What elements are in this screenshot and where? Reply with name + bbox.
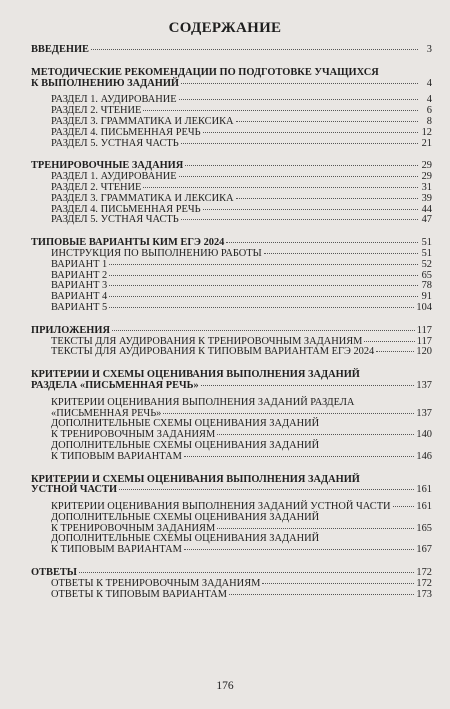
dot-leader [203, 209, 418, 210]
toc-section [31, 326, 432, 358]
toc-entry-title: К ТИПОВЫМ ВАРИАНТАМ [51, 450, 182, 462]
section-gap [31, 556, 432, 568]
toc-section [31, 45, 432, 56]
toc-entry-title: ВВЕДЕНИЕ [31, 44, 89, 55]
toc-page-number: 120 [416, 346, 432, 358]
toc-page-number: 161 [416, 484, 432, 496]
toc-section [31, 238, 432, 314]
toc-entry-title: К ВЫПОЛНЕНИЮ ЗАДАНИЙ [31, 77, 180, 89]
dot-leader [181, 219, 418, 220]
toc-entry-title: ДОПОЛНИТЕЛЬНЫЕ СХЕМЫ ОЦЕНИВАНИЯ ЗАДАНИЙ [51, 418, 320, 430]
toc-entry-title: РАЗДЕЛ 2. ЧТЕНИЕ [51, 181, 142, 193]
toc-entry-title: ВАРИАНТ 3 [51, 280, 108, 292]
page-number: 176 [216, 680, 234, 692]
toc-entry-title: РАЗДЕЛ 2. ЧТЕНИЕ [51, 105, 142, 117]
toc-page-number: 117 [416, 335, 432, 347]
section-gap [31, 56, 432, 68]
table-of-contents [31, 45, 432, 600]
toc-entry-title: К ТРЕНИРОВОЧНЫМ ЗАДАНИЯМ [51, 522, 216, 534]
dot-leader [79, 572, 414, 573]
dot-leader [179, 99, 418, 100]
toc-entry-title: РАЗДЕЛ 4. ПИСЬМЕННАЯ РЕЧЬ [51, 203, 201, 215]
toc-entry-title: РАЗДЕЛ 3. ГРАММАТИКА И ЛЕКСИКА [51, 115, 234, 127]
toc-page-number: 172 [416, 577, 432, 589]
dot-leader [229, 594, 414, 595]
dot-leader [109, 285, 418, 286]
toc-entry-title: К ТРЕНИРОВОЧНЫМ ЗАДАНИЯМ [51, 429, 216, 441]
toc-entry-row[interactable] [31, 452, 432, 463]
toc-entry-title: ВАРИАНТ 4 [51, 291, 108, 303]
toc-page-number: 6 [426, 105, 432, 117]
toc-entry-title: РАЗДЕЛ 1. АУДИРОВАНИЕ [51, 94, 177, 106]
toc-heading-row[interactable] [31, 485, 432, 496]
toc-page-number: 4 [426, 94, 432, 106]
toc-entry-title: К ТИПОВЫМ ВАРИАНТАМ [51, 544, 182, 556]
dot-leader [236, 121, 418, 122]
toc-entry-title: РАЗДЕЛ 5. УСТНАЯ ЧАСТЬ [51, 214, 179, 226]
toc-entry-title: ТЕКСТЫ ДЛЯ АУДИРОВАНИЯ К ТРЕНИРОВОЧНЫМ ЗАДАНИЯМ [51, 335, 363, 347]
toc-page-number: 47 [421, 214, 432, 226]
dot-leader [184, 456, 415, 457]
toc-page-number: 29 [421, 171, 432, 183]
dot-leader [226, 242, 418, 243]
toc-entry-row[interactable] [31, 194, 432, 205]
dot-leader [163, 413, 414, 414]
toc-page-number: 146 [416, 450, 432, 462]
dot-leader [91, 49, 418, 50]
toc-entry-title: ОТВЕТЫ [31, 567, 78, 579]
dot-leader [109, 264, 418, 265]
toc-entry-row[interactable] [31, 545, 432, 556]
toc-page-number: 65 [421, 269, 432, 281]
toc-page-number: 44 [421, 203, 432, 215]
toc-entry-row[interactable] [31, 139, 432, 150]
toc-page-number: 137 [416, 379, 432, 391]
toc-entry-row[interactable] [31, 590, 432, 601]
dot-leader [181, 83, 418, 84]
toc-page-number: 165 [416, 522, 432, 534]
toc-entry-title: ДОПОЛНИТЕЛЬНЫЕ СХЕМЫ ОЦЕНИВАНИЯ ЗАДАНИЙ [51, 533, 320, 545]
toc-page-number: 12 [421, 126, 432, 138]
toc-entry-title: «ПИСЬМЕННАЯ РЕЧЬ» [51, 407, 162, 419]
toc-entry-title: ОТВЕТЫ К ТИПОВЫМ ВАРИАНТАМ [51, 588, 227, 600]
toc-page-number: 52 [421, 258, 432, 270]
toc-entry-title: КРИТЕРИИ ОЦЕНИВАНИЯ ВЫПОЛНЕНИЯ ЗАДАНИЙ УСТНОЙ ЧАСТИ [51, 501, 391, 513]
toc-page-number: 4 [426, 77, 432, 89]
toc-entry-title: ВАРИАНТ 5 [51, 301, 108, 313]
toc-entry-row[interactable] [31, 303, 432, 314]
dot-leader [203, 132, 418, 133]
toc-page-number: 173 [416, 588, 432, 600]
toc-entry-title: РАЗДЕЛ 4. ПИСЬМЕННАЯ РЕЧЬ [51, 126, 201, 138]
toc-entry-row[interactable] [31, 215, 432, 226]
toc-page-number: 167 [416, 544, 432, 556]
toc-entry-title: КРИТЕРИИ И СХЕМЫ ОЦЕНИВАНИЯ ВЫПОЛНЕНИЯ ЗАДАНИЙ [31, 369, 360, 381]
toc-page-number: 31 [421, 181, 432, 193]
dot-leader [179, 176, 418, 177]
toc-entry-title: ВАРИАНТ 1 [51, 258, 108, 270]
dot-leader [376, 351, 414, 352]
toc-entry-title: ДОПОЛНИТЕЛЬНЫЕ СХЕМЫ ОЦЕНИВАНИЯ ЗАДАНИЙ [51, 439, 320, 451]
toc-entry-title: ОТВЕТЫ К ТРЕНИРОВОЧНЫМ ЗАДАНИЯМ [51, 577, 261, 589]
toc-page-number: 3 [426, 44, 432, 55]
page-title: СОДЕРЖАНИЕ [168, 20, 282, 36]
dot-leader [185, 165, 418, 166]
toc-page-number: 91 [421, 291, 432, 303]
dot-leader [143, 187, 418, 188]
toc-entry-row[interactable] [31, 347, 432, 358]
dot-leader [109, 296, 418, 297]
dot-leader [364, 341, 414, 342]
toc-page-number: 117 [416, 324, 432, 336]
toc-heading-row[interactable] [31, 381, 432, 392]
toc-heading-row[interactable] [31, 68, 432, 79]
dot-leader [119, 489, 414, 490]
toc-section [31, 475, 432, 557]
toc-entry-row[interactable] [31, 398, 432, 409]
toc-page-number: 8 [426, 115, 432, 127]
toc-entry-title: МЕТОДИЧЕСКИЕ РЕКОМЕНДАЦИИ ПО ПОДГОТОВКЕ УЧАЩИХСЯ [31, 66, 379, 78]
toc-entry-title: ИНСТРУКЦИЯ ПО ВЫПОЛНЕНИЮ РАБОТЫ [51, 247, 262, 259]
toc-entry-title: ТРЕНИРОВОЧНЫЕ ЗАДАНИЯ [31, 160, 184, 172]
toc-entry-title: ВАРИАНТ 2 [51, 269, 108, 281]
toc-entry-title: ТЕКСТЫ ДЛЯ АУДИРОВАНИЯ К ТИПОВЫМ ВАРИАНТАМ ЕГЭ 2024 [51, 346, 375, 358]
dot-leader [236, 198, 418, 199]
toc-entry-title: ПРИЛОЖЕНИЯ [31, 324, 110, 336]
dot-leader [109, 307, 414, 308]
dot-leader [181, 143, 418, 144]
toc-entry-title: КРИТЕРИИ ОЦЕНИВАНИЯ ВЫПОЛНЕНИЯ ЗАДАНИЙ РАЗДЕЛА [51, 396, 355, 408]
toc-entry-title: РАЗДЕЛ 5. УСТНАЯ ЧАСТЬ [51, 137, 179, 149]
toc-page-number: 39 [421, 192, 432, 204]
dot-leader [184, 549, 415, 550]
dot-leader [217, 528, 414, 529]
toc-page-number: 137 [416, 407, 432, 419]
dot-leader [143, 110, 418, 111]
toc-entry-row[interactable] [31, 260, 432, 271]
dot-leader [201, 385, 415, 386]
toc-page-number: 104 [416, 301, 432, 313]
toc-page-number: 51 [421, 247, 432, 259]
dot-leader [264, 253, 418, 254]
toc-entry-title: КРИТЕРИИ И СХЕМЫ ОЦЕНИВАНИЯ ВЫПОЛНЕНИЯ ЗАДАНИЙ [31, 473, 360, 485]
toc-page-number: 140 [416, 429, 432, 441]
toc-entry-title: РАЗДЕЛ 1. АУДИРОВАНИЕ [51, 171, 177, 183]
dot-leader [109, 275, 418, 276]
toc-section [31, 68, 432, 150]
toc-page-number: 161 [416, 501, 432, 513]
toc-entry-title: УСТНОЙ ЧАСТИ [31, 484, 118, 496]
dot-leader [393, 506, 415, 507]
toc-entry-row[interactable] [31, 128, 432, 139]
toc-heading-row[interactable] [31, 326, 432, 337]
toc-page-number: 172 [416, 567, 432, 579]
toc-section [31, 568, 432, 600]
dot-leader [112, 330, 415, 331]
toc-page-number: 21 [421, 137, 432, 149]
toc-page-number: 51 [421, 237, 432, 249]
dot-leader [262, 583, 414, 584]
dot-leader [217, 434, 414, 435]
toc-section [31, 161, 432, 226]
toc-entry-title: ДОПОЛНИТЕЛЬНЫЕ СХЕМЫ ОЦЕНИВАНИЯ ЗАДАНИЙ [51, 511, 320, 523]
toc-section [31, 370, 432, 462]
toc-entry-title: РАЗДЕЛ 3. ГРАММАТИКА И ЛЕКСИКА [51, 192, 234, 204]
toc-page-number: 29 [421, 160, 432, 172]
toc-heading-row[interactable] [31, 79, 432, 90]
toc-heading-row[interactable] [31, 45, 432, 56]
section-gap [31, 314, 432, 326]
toc-entry-title: ТИПОВЫЕ ВАРИАНТЫ КИМ ЕГЭ 2024 [31, 237, 225, 249]
toc-entry-title: РАЗДЕЛА «ПИСЬМЕННАЯ РЕЧЬ» [31, 379, 199, 391]
toc-page-number: 78 [421, 280, 432, 292]
section-gap [31, 463, 432, 475]
